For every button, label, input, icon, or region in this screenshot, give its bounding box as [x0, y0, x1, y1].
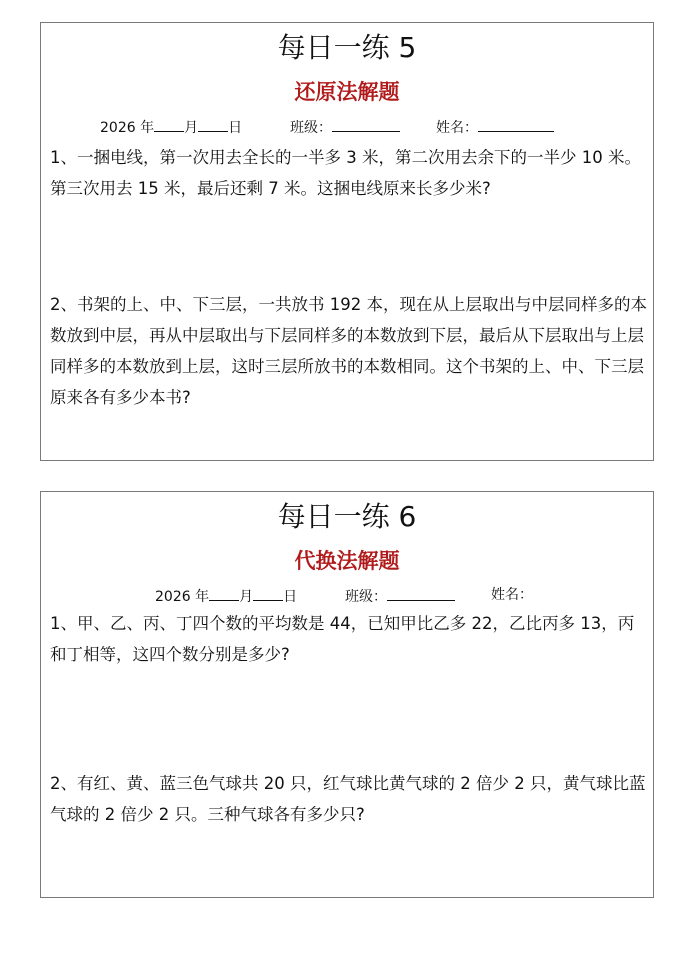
name-field [436, 117, 554, 137]
question-2: 2、有红、黄、蓝三色气球共 20 只，红气球比黄气球的 2 倍少 2 只，黄气球比蓝气球的 2 倍少 2 只。三种气球各有多少只? [50, 774, 646, 824]
name-field [491, 586, 533, 604]
class-label: 班级： [290, 120, 332, 136]
exercise-subtitle: 代换法解题 [294, 549, 400, 573]
day-blank[interactable] [198, 117, 228, 132]
info-line [100, 117, 242, 137]
date-year-label: 2026 年 [100, 120, 155, 136]
question-1: 1、甲、乙、丙、丁四个数的平均数是 44，已知甲比乙多 22，乙比丙多 13，丙和丁相等，这四个数分别是多少? [50, 614, 635, 664]
class-field [345, 586, 455, 606]
date-year-label: 2026 年 [155, 589, 210, 605]
name-blank[interactable] [478, 117, 554, 132]
date-day-label: 日 [283, 589, 298, 605]
question-2: 2、书架的上、中、下三层，一共放书 192 本，现在从上层取出与中层同样多的本数放到中层，再从中层取出与下层同样多的本数放到下层，最后从下层取出与上层同样多的本数放到上层，这时三层所放书的本数相同。这个书架的上、中、下三层原来各有多少本书? [50, 295, 647, 407]
exercise-card-5 [40, 22, 654, 461]
info-line [155, 586, 297, 606]
date-day-label: 日 [228, 120, 243, 136]
day-blank[interactable] [253, 586, 283, 601]
class-blank[interactable] [387, 586, 455, 601]
class-blank[interactable] [332, 117, 400, 132]
question-1: 1、一捆电线，第一次用去全长的一半多 3 米，第二次用去余下的一半少 10 米。第三次用去 15 米，最后还剩 7 米。这捆电线原来长多少米? [50, 148, 641, 198]
exercise-subtitle: 还原法解题 [294, 80, 400, 104]
exercise-card-6 [40, 491, 654, 898]
class-label: 班级： [345, 589, 387, 605]
month-blank[interactable] [154, 117, 184, 132]
exercise-title: 每日一练 6 [277, 500, 417, 533]
month-blank[interactable] [209, 586, 239, 601]
date-month-label: 月 [239, 589, 254, 605]
date-month-label: 月 [184, 120, 199, 136]
name-label: 姓名： [491, 587, 533, 603]
class-field [290, 117, 400, 137]
exercise-title: 每日一练 5 [277, 31, 417, 64]
name-label: 姓名： [436, 120, 478, 136]
